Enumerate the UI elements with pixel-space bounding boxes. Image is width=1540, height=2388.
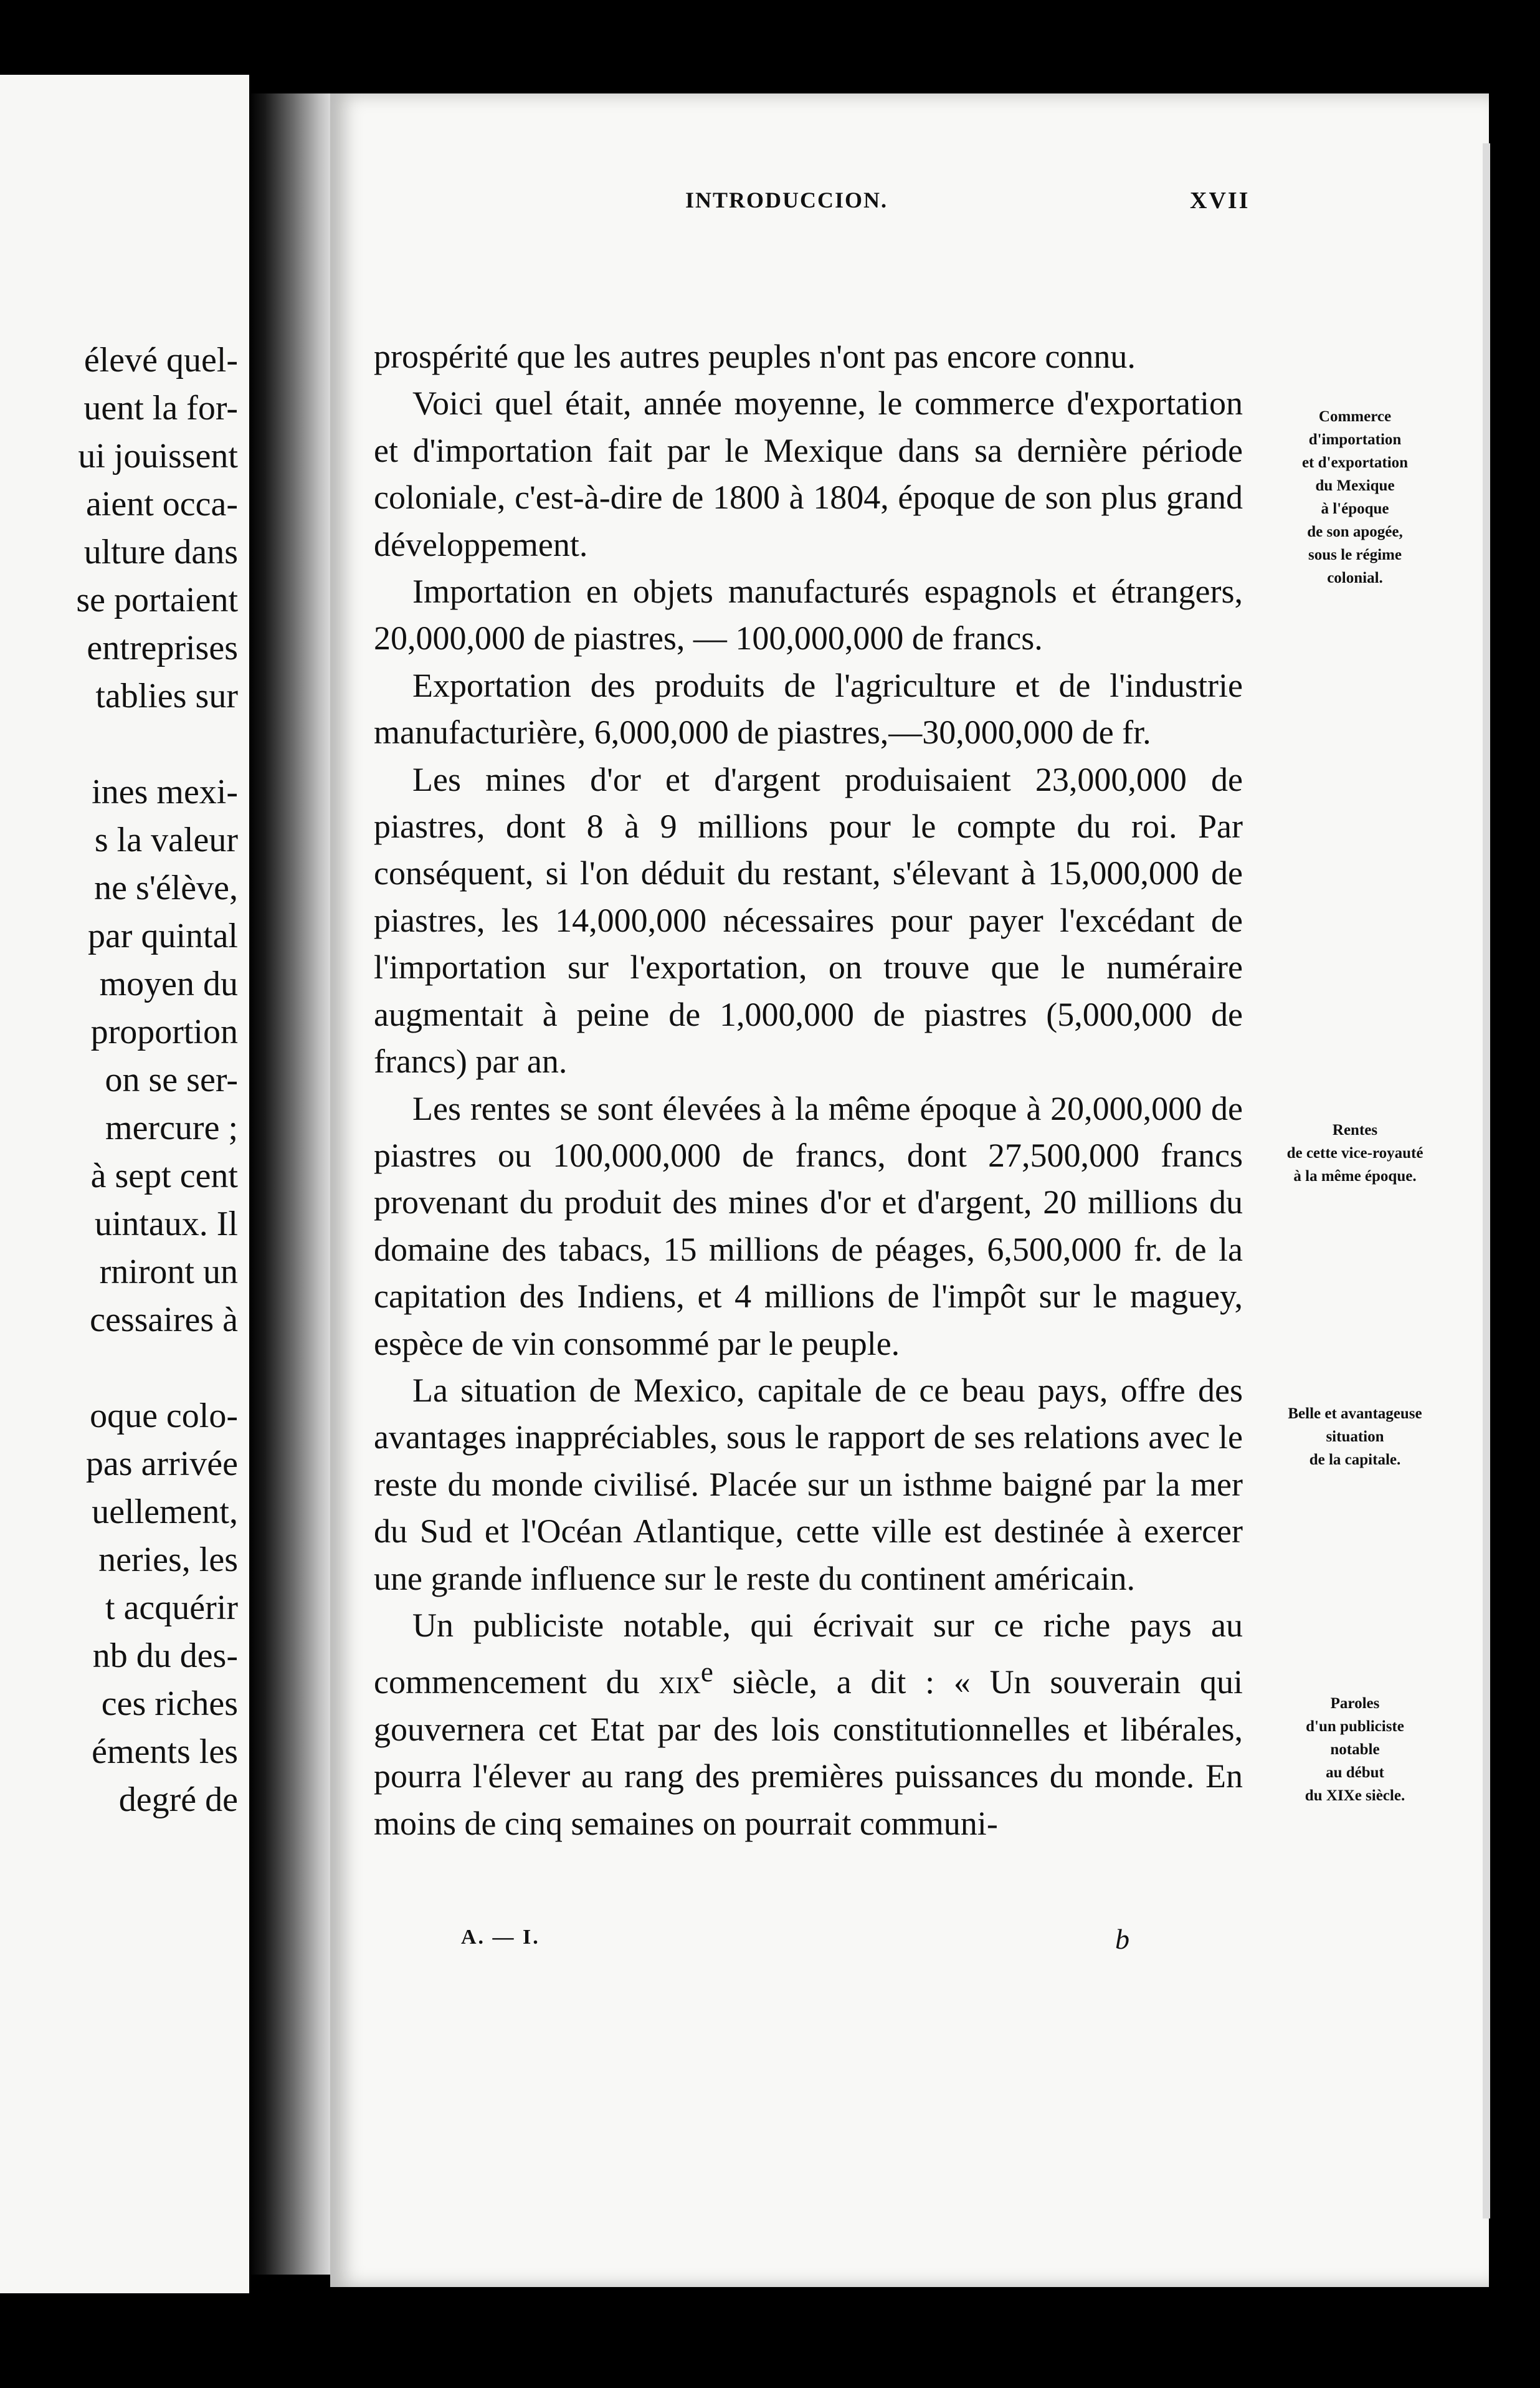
marginal-line: Belle et avantageuse bbox=[1288, 1405, 1422, 1422]
marginal-line: d'importation bbox=[1308, 431, 1402, 448]
left-line: cessaires à bbox=[90, 1301, 238, 1339]
left-line: ne s'élève, bbox=[94, 869, 238, 907]
marginal-line: d'un publiciste bbox=[1306, 1718, 1404, 1735]
left-line: mercure ; bbox=[105, 1109, 238, 1147]
paragraph: La situation de Mexico, capitale de ce beau pays, offre des avantages inappréciables, sous le rapport de ses relations avec le reste du monde civilisé. Placée sur un isthme baigné par la mer du Sud et l'Océan Atlantique, cette ville est destinée à exercer une grande influence sur le reste du continent américain. bbox=[374, 1371, 1243, 1597]
left-line: uintaux. Il bbox=[94, 1205, 238, 1243]
marginal-line: du Mexique bbox=[1315, 477, 1395, 494]
left-line-gap bbox=[76, 1344, 238, 1392]
left-line: tablies sur bbox=[95, 677, 238, 715]
left-line: proportion bbox=[90, 1013, 238, 1051]
marginal-line: sous le régime bbox=[1308, 547, 1402, 563]
paragraph: prospérité que les autres peuples n'ont pas encore connu. bbox=[374, 338, 1136, 375]
left-line: uent la for- bbox=[83, 389, 238, 427]
left-line: nb du des- bbox=[92, 1636, 238, 1675]
left-line: uellement, bbox=[92, 1492, 238, 1531]
left-line: entreprises bbox=[87, 629, 238, 667]
paragraph-last bbox=[374, 1602, 1243, 1847]
left-line: se portaient bbox=[76, 581, 238, 619]
left-line: s la valeur bbox=[94, 821, 238, 859]
left-line-gap bbox=[76, 720, 238, 768]
marginal-line: à l'époque bbox=[1321, 500, 1389, 517]
left-line: degré de bbox=[118, 1780, 238, 1819]
paragraph-text: siècle, a dit : « Un souverain qui gouvernera cet Etat par des lois constitutionnelles et libérales, pourra l'élever au rang des premières puissances du monde. En moins de cinq semaines on pourrait communi- bbox=[374, 1663, 1243, 1842]
left-line: à sept cent bbox=[90, 1157, 238, 1195]
marginal-line: au début bbox=[1326, 1764, 1384, 1781]
main-text bbox=[374, 333, 1243, 1847]
marginal-line: du XIXe siècle. bbox=[1305, 1787, 1405, 1804]
marginal-line: de la capitale. bbox=[1309, 1451, 1401, 1468]
signature-letter: b bbox=[1115, 1923, 1129, 1955]
left-line: rniront un bbox=[99, 1253, 238, 1291]
paragraph: Les rentes se sont élevées à la même époque à 20,000,000 de piastres ou 100,000,000 de francs, dont 27,500,000 francs provenant du produit des mines d'or et d'argent, 20 millions du domaine des tabacs, 15 millions de péages, 6,500,000 fr. de la capitation des Indiens, et 4 millions de l'impôt sur le maguey, espèce de vin consommé par le peuple. bbox=[374, 1089, 1243, 1362]
paragraph-text: Un publiciste notable, qui écrivait sur ce riche pays au commencement du bbox=[374, 1606, 1243, 1701]
paragraph: Importation en objets manufacturés espagnols et étrangers, 20,000,000 de piastres, — 100,000,000 de francs. bbox=[374, 573, 1243, 657]
paragraph: Exportation des produits de l'agriculture et de l'industrie manufacturière, 6,000,000 de piastres,—30,000,000 de fr. bbox=[374, 666, 1243, 752]
left-line: aient occa- bbox=[85, 485, 238, 523]
left-line: neries, les bbox=[98, 1540, 238, 1579]
left-page-text bbox=[76, 337, 238, 1824]
left-line: oque colo- bbox=[90, 1397, 238, 1435]
left-line: moyen du bbox=[99, 965, 238, 1003]
book-gutter-shadow bbox=[249, 93, 336, 2275]
left-line: par quintal bbox=[87, 917, 238, 955]
left-line: pas arrivée bbox=[85, 1445, 238, 1483]
left-line: ulture dans bbox=[83, 533, 238, 571]
paragraph: Les mines d'or et d'argent produisaient 23,000,000 de piastres, dont 8 à 9 millions pour le compte du roi. Par conséquent, si l'on déduit du restant, s'élevant à 15,000,000 de piastres, les 14,000,000 nécessaires pour payer l'excédant de l'importation sur l'exportation, on trouve que le numéraire augmentait à peine de 1,000,000 de piastres (5,000,000 de francs) par an. bbox=[374, 760, 1243, 1081]
marginal-line: notable bbox=[1330, 1741, 1380, 1758]
marginal-note-commerce bbox=[1252, 405, 1458, 590]
century-numeral: xix bbox=[658, 1663, 701, 1701]
left-line: on se ser- bbox=[105, 1061, 238, 1099]
marginal-note-rentes bbox=[1252, 1119, 1458, 1188]
marginal-line: Paroles bbox=[1330, 1695, 1380, 1712]
running-title: INTRODUCCION. bbox=[685, 188, 888, 213]
marginal-line: de cette vice-royauté bbox=[1286, 1145, 1424, 1162]
marginal-line: Rentes bbox=[1332, 1122, 1378, 1139]
left-facing-page bbox=[0, 75, 249, 2293]
left-line: ces riches bbox=[101, 1684, 238, 1723]
left-line: ines mexi- bbox=[92, 773, 238, 811]
left-line: ui jouissent bbox=[78, 437, 238, 475]
marginal-line: colonial. bbox=[1327, 570, 1383, 586]
left-line: élevé quel- bbox=[83, 341, 238, 380]
marginal-line: à la même époque. bbox=[1293, 1168, 1417, 1185]
marginal-note-publiciste bbox=[1252, 1692, 1458, 1807]
left-line: t acquérir bbox=[105, 1588, 238, 1627]
marginal-note-situation bbox=[1252, 1402, 1458, 1471]
paragraph: Voici quel était, année moyenne, le commerce d'exportation et d'importation fait par le Mexique dans sa dernière période coloniale, c'est-à-dire de 1800 à 1804, époque de son plus grand développement. bbox=[374, 384, 1243, 563]
marginal-line: situation bbox=[1326, 1428, 1384, 1445]
marginal-line: de son apogée, bbox=[1307, 523, 1403, 540]
page-number: XVII bbox=[1190, 188, 1250, 214]
page-edge bbox=[1483, 143, 1490, 2218]
century-superscript: e bbox=[700, 1656, 713, 1688]
marginal-line: Commerce bbox=[1318, 408, 1392, 425]
left-line: éments les bbox=[92, 1732, 238, 1771]
signature-mark: A. — I. bbox=[461, 1926, 540, 1949]
marginal-line: et d'exportation bbox=[1301, 454, 1409, 471]
